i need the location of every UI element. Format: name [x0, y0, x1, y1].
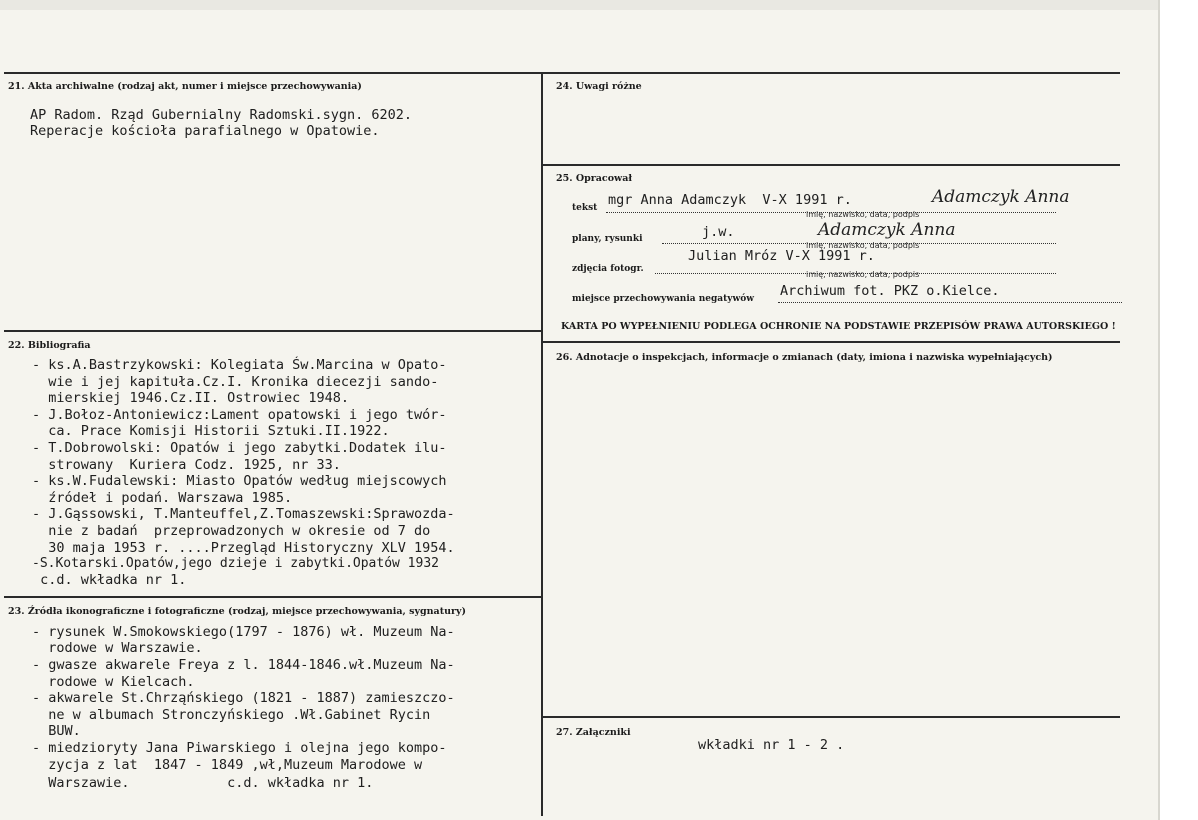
- rule-26-27: [542, 716, 1120, 718]
- bibliography-line: - J.Gąssowski, T.Manteuffel,Z.Tomaszewski:Sprawozda-: [32, 506, 455, 522]
- right-edge: [1158, 0, 1160, 820]
- attachments-value: wkładki nr 1 - 2 .: [698, 737, 845, 753]
- section-23-label: 23. Źródła ikonograficzne i fotograficzne (rodzaj, miejsce przechowywania, sygnatury): [8, 606, 467, 617]
- bibliography-line: mierskiej 1946.Cz.II. Ostrowiec 1948.: [32, 390, 349, 406]
- bibliography-line: -S.Kotarski.Opatów,jego dzieje i zabytki.Opatów 1932: [32, 556, 439, 571]
- bibliography-line: 30 maja 1953 r. ....Przegląd Historyczny XLV 1954.: [32, 540, 455, 556]
- iconography-line: rodowe w Warszawie.: [32, 640, 203, 656]
- copyright-notice: KARTA PO WYPEŁNIENIU PODLEGA OCHRONIE NA PODSTAWIE PRZEPISÓW PRAWA AUTORSKIEGO !: [561, 321, 1116, 332]
- photos-author-value: Julian Mróz V-X 1991 r.: [688, 248, 875, 264]
- iconography-line: ne w albumach Stronczyńskiego .Wł.Gabinet Rycin: [32, 707, 431, 723]
- negatives-location-value: Archiwum fot. PKZ o.Kielce.: [780, 283, 1000, 299]
- iconography-line: BUW.: [32, 723, 81, 739]
- iconography-line: rodowe w Kielcach.: [32, 674, 195, 690]
- signature: Adamczyk Anna: [818, 220, 956, 240]
- section-26-label: 26. Adnotacje o inspekcjach, informacje o zmianach (daty, imiona i nazwiska wypełniających): [556, 352, 1053, 363]
- field-caption: imię, nazwisko, data, podpis: [806, 241, 920, 250]
- drawings-author-label: plany, rysunki: [572, 234, 643, 244]
- photos-author-label: zdjęcia fotogr.: [572, 264, 644, 274]
- signature: Adamczyk Anna: [932, 187, 1070, 207]
- field-caption: imię, nazwisko, data, podpis: [806, 270, 920, 279]
- rule-24-25: [542, 164, 1120, 166]
- bibliography-line: - T.Dobrowolski: Opatów i jego zabytki.Dodatek ilu-: [32, 440, 447, 456]
- iconography-line: - akwarele St.Chrząńskiego (1821 - 1887) zamieszczo-: [32, 690, 455, 706]
- bibliography-line: wie i jej kapituła.Cz.I. Kronika diecezji sando-: [32, 374, 439, 390]
- bibliography-line: strowany Kuriera Codz. 1925, nr 33.: [32, 457, 341, 473]
- top-strip: [0, 0, 1160, 10]
- bibliography-line: nie z badań przeprowadzonych w okresie od 7 do: [32, 523, 431, 539]
- iconography-line: zycja z lat 1847 - 1849 ,wł,Muzeum Marodowe w: [32, 757, 423, 773]
- rule-25-26: [542, 341, 1120, 343]
- section-21-label: 21. Akta archiwalne (rodzaj akt, numer i miejsce przechowywania): [8, 81, 362, 92]
- bibliography-line: - J.Bołoz-Antoniewicz:Lament opatowski i jego twór-: [32, 407, 447, 423]
- iconography-line: - miedzioryty Jana Piwarskiego i olejna jego kompo-: [32, 740, 447, 756]
- fill-line: [778, 302, 1122, 303]
- section-25-label: 25. Opracował: [556, 173, 633, 184]
- section-22-label: 22. Bibliografia: [8, 340, 91, 351]
- drawings-author-value: j.w.: [702, 224, 735, 240]
- bibliography-line: źródeł i podań. Warszawa 1985.: [32, 490, 293, 506]
- field-caption: imię, nazwisko, data, podpis: [806, 210, 920, 219]
- section-24-label: 24. Uwagi różne: [556, 81, 642, 92]
- text-author-value: mgr Anna Adamczyk V-X 1991 r.: [608, 192, 852, 208]
- rule-22-23: [4, 596, 542, 598]
- bibliography-line: c.d. wkładka nr 1.: [32, 572, 187, 588]
- bibliography-line: - ks.A.Bastrzykowski: Kolegiata Św.Marcina w Opato-: [32, 357, 447, 373]
- center-divider: [541, 72, 543, 816]
- iconography-line: - gwasze akwarele Freya z l. 1844-1846.wł.Muzeum Na-: [32, 657, 455, 673]
- iconography-line: - rysunek W.Smokowskiego(1797 - 1876) wł. Muzeum Na-: [32, 624, 455, 640]
- section-27-label: 27. Załączniki: [556, 727, 631, 738]
- section-21-line: Reperacje kościoła parafialnego w Opatowie.: [30, 123, 380, 139]
- rule-21-22: [4, 330, 542, 332]
- iconography-line: Warszawie. c.d. wkładka nr 1.: [32, 775, 374, 791]
- negatives-location-label: miejsce przechowywania negatywów: [572, 294, 754, 304]
- text-author-label: tekst: [572, 203, 598, 213]
- bibliography-line: - ks.W.Fudalewski: Miasto Opatów według miejscowych: [32, 473, 447, 489]
- top-rule: [4, 72, 1120, 74]
- bibliography-line: ca. Prace Komisji Historii Sztuki.II.1922.: [32, 423, 390, 439]
- section-21-line: AP Radom. Rząd Gubernialny Radomski.sygn. 6202.: [30, 107, 413, 123]
